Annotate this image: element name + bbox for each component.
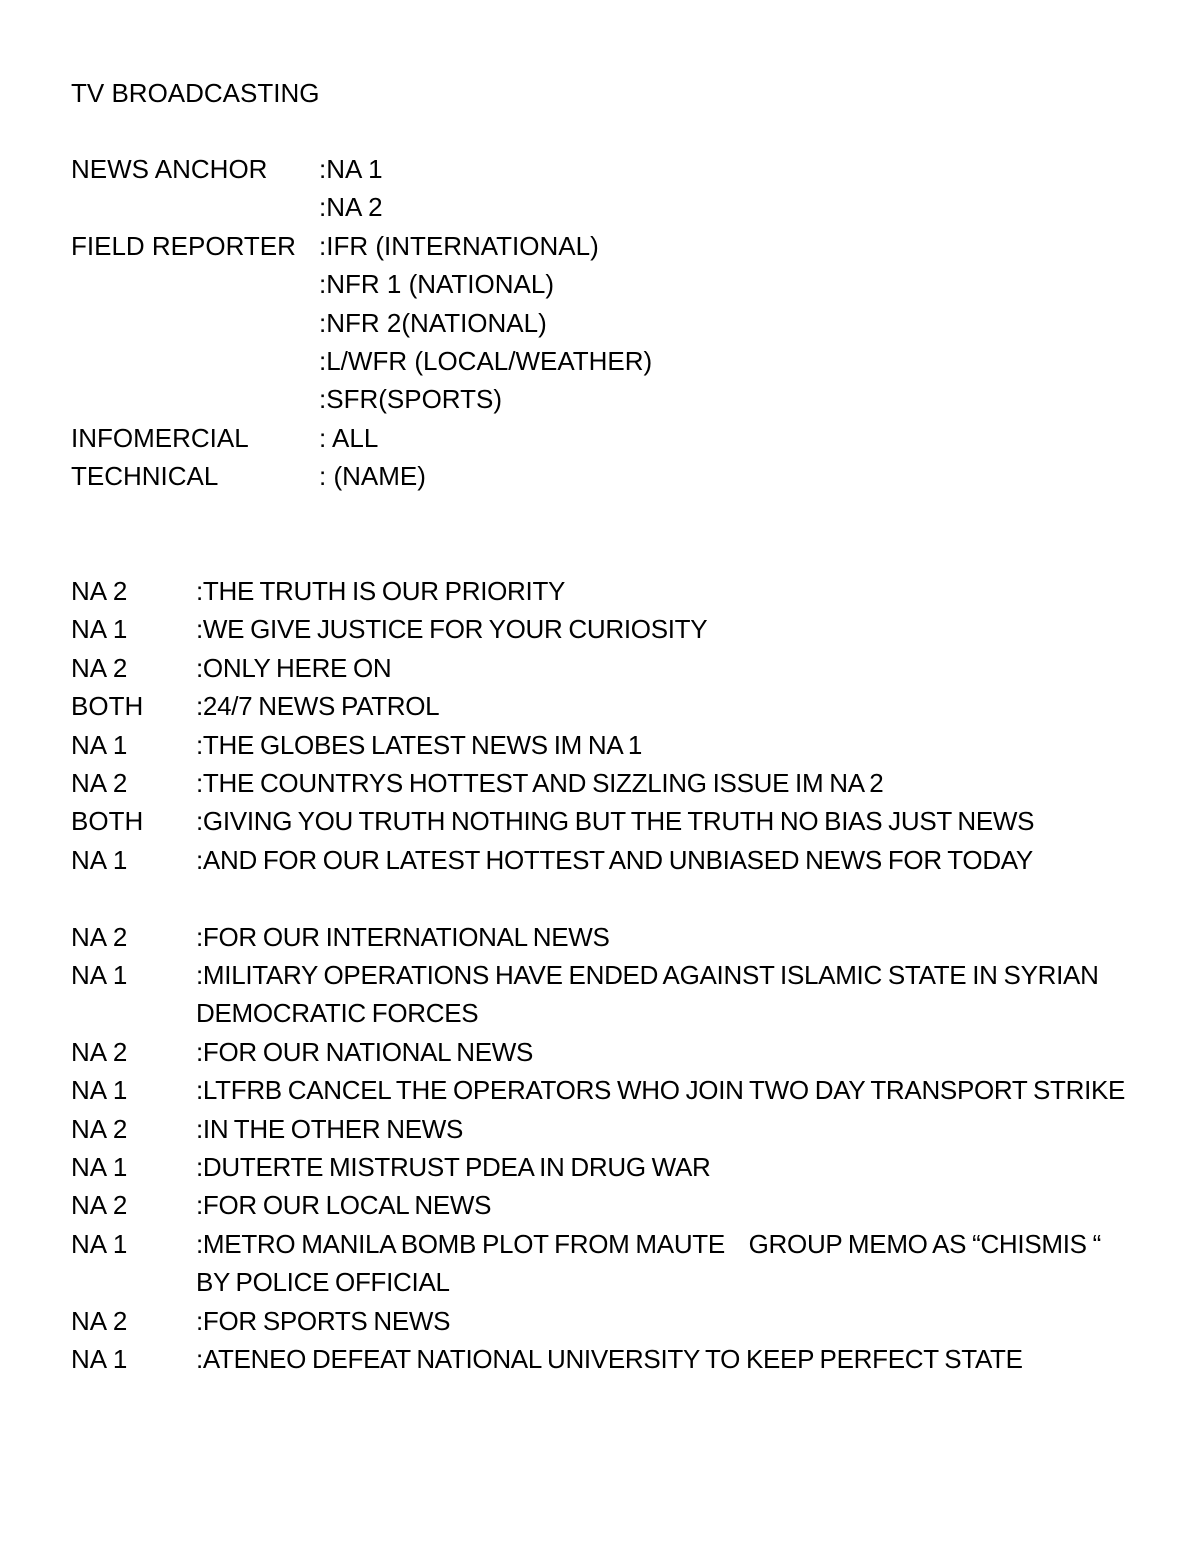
script-row [71,1340,1131,1378]
script-row [71,764,1131,802]
script-row [71,1033,1131,1071]
cast-value: :L/WFR (LOCAL/WEATHER) [319,345,653,376]
cast-value: : ALL [319,422,379,453]
cast-row [71,150,1131,188]
cast-row [71,188,1131,226]
cast-role [71,265,319,303]
speaker-label: NA 1 [71,1344,128,1375]
cast-role [71,188,319,226]
script-row [71,687,1131,725]
cast-list [71,150,1131,496]
cast-value: :SFR(SPORTS) [319,384,502,415]
script-row [71,956,1131,1033]
script-row [71,918,1131,956]
script-line: :ONLY HERE ON [196,652,392,683]
script-line: :DUTERTE MISTRUST PDEA IN DRUG WAR [196,1152,711,1183]
speaker-label: NA 1 [71,960,128,991]
cast-role: NEWS ANCHOR [71,154,268,184]
script-row [71,1302,1131,1340]
script-row [71,841,1131,879]
cast-value: :IFR (INTERNATIONAL) [319,230,599,261]
cast-row [71,304,1131,342]
cast-value: :NFR 2(NATIONAL) [319,307,547,338]
script-row [71,1186,1131,1224]
script-line: :METRO MANILA BOMB PLOT FROM MAUTE GROUP MEMO AS “CHISMIS “ BY POLICE OFFICIAL [196,1228,1107,1298]
cast-row [71,227,1131,265]
speaker-label: BOTH [71,806,144,837]
cast-role: TECHNICAL [71,461,219,492]
script-lines [71,572,1131,1379]
script-row [71,1225,1131,1302]
speaker-label: NA 2 [71,1113,128,1144]
script-line: :24/7 NEWS PATROL [196,691,440,722]
cast-row [71,342,1131,380]
script-row [71,649,1131,687]
speaker-label: BOTH [71,691,144,722]
script-line: :THE COUNTRYS HOTTEST AND SIZZLING ISSUE IM NA 2 [196,768,884,799]
script-line: :FOR OUR LOCAL NEWS [196,1190,492,1221]
script-line: :MILITARY OPERATIONS HAVE ENDED AGAINST ISLAMIC STATE IN SYRIAN DEMOCRATIC FORCES [196,960,1105,1029]
cast-row [71,457,1131,495]
script-line: :ATENEO DEFEAT NATIONAL UNIVERSITY TO KEEP PERFECT STATE [196,1344,1023,1375]
speaker-label: NA 1 [71,1152,128,1183]
script-line: :THE TRUTH IS OUR PRIORITY [196,576,566,606]
script-row [71,726,1131,764]
cast-role [71,304,319,342]
speaker-label: NA 2 [71,1190,128,1221]
cast-row [71,380,1131,418]
script-line: :FOR OUR INTERNATIONAL NEWS [196,921,610,952]
speaker-label: NA 1 [71,844,128,875]
script-row [71,802,1131,840]
speaker-label: NA 2 [71,768,128,799]
speaker-label: NA 1 [71,729,128,760]
document-title: TV BROADCASTING [71,78,320,108]
script-line: :THE GLOBES LATEST NEWS IM NA 1 [196,729,643,760]
script-line: :GIVING YOU TRUTH NOTHING BUT THE TRUTH NO BIAS JUST NEWS [196,806,1035,837]
cast-row [71,265,1131,303]
speaker-label: NA 1 [71,1075,128,1106]
script-row [71,1110,1131,1148]
cast-row [71,419,1131,457]
cast-role [71,342,319,380]
script-row [71,610,1131,648]
script-row [71,1071,1131,1109]
script-line: :WE GIVE JUSTICE FOR YOUR CURIOSITY [196,614,708,645]
speaker-label: NA 2 [71,652,128,683]
speaker-label: NA 2 [71,1305,128,1336]
cast-role: INFOMERCIAL [71,422,249,453]
script-line: :LTFRB CANCEL THE OPERATORS WHO JOIN TWO DAY TRANSPORT STRIKE [196,1075,1126,1106]
speaker-label: NA 2 [71,576,128,606]
speaker-label: NA 2 [71,1036,128,1067]
speaker-label: NA 1 [71,614,128,645]
script-line: :FOR OUR NATIONAL NEWS [196,1036,534,1067]
script-line: :AND FOR OUR LATEST HOTTEST AND UNBIASED NEWS FOR TODAY [196,844,1033,875]
script-line: :IN THE OTHER NEWS [196,1113,464,1144]
speaker-label: NA 1 [71,1228,128,1259]
script-row [71,1148,1131,1186]
cast-value: :NFR 1 (NATIONAL) [319,269,554,300]
cast-role: FIELD REPORTER [71,230,296,261]
cast-value: :NA 2 [319,192,383,223]
speaker-label: NA 2 [71,921,128,952]
script-line: :FOR SPORTS NEWS [196,1305,451,1336]
cast-role [71,380,319,418]
script-row [71,572,1131,610]
cast-value: : (NAME) [319,461,426,492]
cast-value: :NA 1 [319,154,383,184]
